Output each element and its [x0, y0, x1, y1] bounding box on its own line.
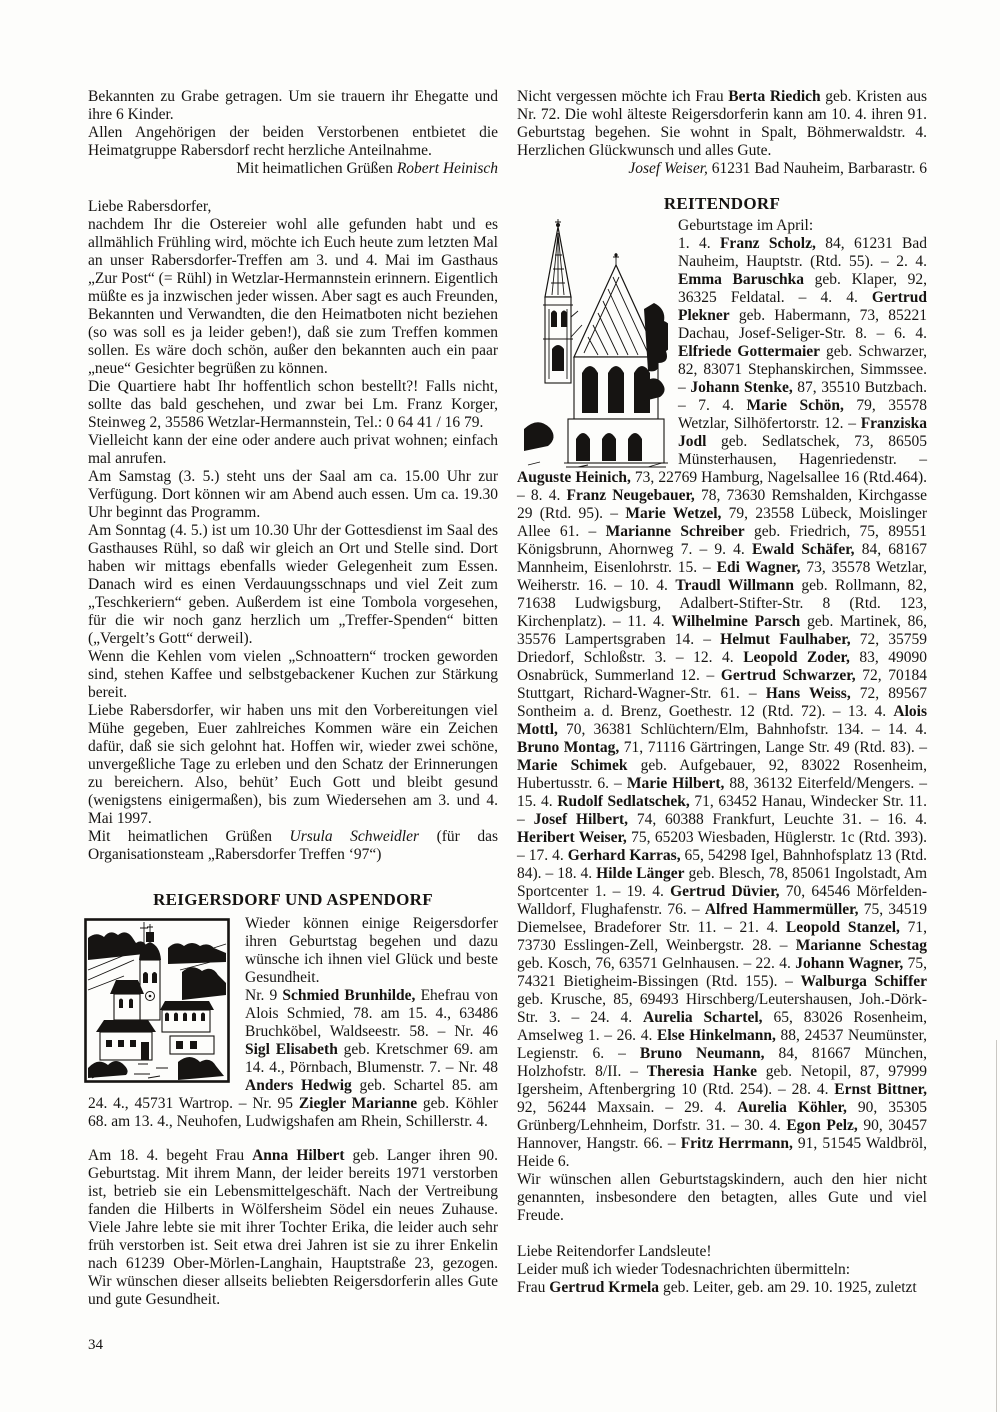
signature-robert-heinisch: Mit heimatlichen Grüßen Robert Heinisch	[236, 160, 498, 177]
paragraph-grave: Bekannten zu Grabe getragen. Um sie trauern ihr Ehegatte und ihre 6 Kinder.	[88, 88, 498, 123]
reitendorf-birthdays-label: Geburtstage im April:	[678, 217, 814, 234]
letter-rabersdorfer	[88, 198, 498, 864]
scan-edge-artifact	[996, 1040, 997, 1412]
reigersdorf-birthday-intro: Wieder können einige Reigersdorfer ihren Geburtstag begehen und dazu wünsche ich ihnen viel Glück und beste Gesundheit.	[245, 915, 498, 986]
heading-reigersdorf-aspendorf: REIGERSDORF UND ASPENDORF	[153, 890, 433, 909]
paragraph-berta-riedich: Nicht vergessen möchte ich Frau Berta Riedich geb. Kristen aus Nr. 72. Die wohl älteste Reigersdorferin kann am 10. 4. ihren 91. Geburtstag begehen. Sie wohnt in Spalt, Böhmerwaldstr. 4. Herzlichen Glückwunsch und alles Gute.	[517, 88, 927, 159]
left-column	[88, 88, 498, 1309]
letter-paragraph: Am Sonntag (4. 5.) ist um 10.30 Uhr der Gottesdienst im Saal des Gasthauses Rühl, so daß wir gleich an Ort und Stelle sind. Dort haben wir mittags ebenfalls wieder Gelegenheit zum Essen. Danach wird es einen Verdauungsschnaps und viel Zeit zum „Teschkeriern“ geben. Außerdem ist eine Tombola vorgesehen, für die wir noch ganz herzlich um „Treffer-Spenden“ bitten („Vergelt’s Gott“ derweil).	[88, 522, 498, 647]
reigersdorf-birthday-list: Nr. 9 Schmied Brunhilde, Ehefrau von Alois Schmied, 78. am 15. 4., 63486 Bruchköbel, Waldseestr. 58. – Nr. 46 Sigl Elisabeth geb. Kretschmer 69. am 14. 4., Pörnbach, Blumenstr. 7. – Nr. 48 Anders Hedwig geb. Schartel 85. am 24. 4., 45731 Wartrop. – Nr. 95 Ziegler Marianne geb. Köhler 68. am 13. 4., Neuhofen, Ludwigshafen am Rhein, Schillerstr. 4.	[88, 987, 499, 1130]
letter-paragraph: Wenn die Kehlen vom vielen „Schnoattern“ trocken geworden sind, stehen Kaffee und selbstgebackener Kuchen zur Stärkung bereit.	[88, 648, 498, 701]
letter-paragraph: nachdem Ihr die Ostereier wohl alle gefunden habt und es allmählich Frühling wird, möchte ich Euch heute zum letzten Mal an unser Rabersdorfer-Treffen am 3. und 4. Mai im Gasthaus „Zur Post“ (= Rühl) in Wetzlar-Hermannstein erinnern. Eigentlich müßte es ja inzwischen jeder wissen. Aber sagt es auch Freunden, Bekannten und Verwandten, die den Heimatboten nicht beziehen (so was soll es ja leider geben!), daß sie zum Treffen kommen sollen. Es wäre doch schön, außer den bekannten auch ein paar „neue“ Gesichter begrüßen zu können.	[88, 216, 498, 377]
letter-paragraph: Die Quartiere habt Ihr hoffentlich schon bestellt?! Falls nicht, sollte das bald geschehen, und zwar bei Lm. Franz Korger, Steinweg 2, 35586 Wetzlar-Hermannstein, Tel.: 0 64 41 / 16 79.	[88, 378, 498, 431]
paragraph-condolence: Allen Angehörigen der beiden Verstorbenen entbietet die Heimatgruppe Rabersdorf recht herzliche Anteilnahme.	[88, 124, 498, 159]
right-column	[517, 88, 927, 1297]
letter-signature-ursula-schweidler: Mit heimatlichen Grüßen Ursula Schweidler (für das Organisationsteam „Rabersdorfer Treffen ‘97“)	[88, 828, 499, 863]
letter-paragraph: Am Samstag (3. 5.) steht uns der Saal am ca. 15.00 Uhr zur Verfügung. Dort können wir am Abend auch essen. Um ca. 19.30 Uhr beginnt das Programm.	[88, 468, 498, 521]
letter-salutation: Liebe Rabersdorfer,	[88, 198, 212, 215]
village-illustration	[84, 918, 230, 1083]
signature-josef-weiser: Josef Weiser, 61231 Bad Nauheim, Barbarastr. 6	[628, 160, 927, 177]
heading-reitendorf: REITENDORF	[663, 194, 781, 213]
letter-paragraph: Vielleicht kann der eine oder andere auch privat wohnen; einfach mal anrufen.	[88, 432, 498, 467]
letter-paragraph: Liebe Rabersdorfer, wir haben uns mit den Vorbereitungen viel Mühe gegeben, Euer zahlreiches Kommen wäre ein Zeichen dafür, daß sie sich gelohnt hat. Hoffen wir, wieder zwei schöne, unvergeßliche Tage zu erleben und den Schatz der Erinnerungen zu bereichern. Also, behüt’ Euch Gott und bleibt gesund (wenigstens einigermaßen), bis zum Wiedersehen am 3. und 4. Mai 1997.	[88, 702, 498, 827]
reigersdorf-birthday-section	[88, 915, 498, 1131]
page-number: 34	[88, 1337, 103, 1353]
paragraph-gertrud-krmela: Frau Gertrud Krmela geb. Leiter, geb. am 29. 10. 1925, zuletzt	[517, 1279, 917, 1296]
church-illustration	[518, 217, 668, 469]
reitendorf-birthday-list: 1. 4. Franz Scholz, 84, 61231 Bad Nauheim, Hauptstr. (Rtd. 55). – 2. 4. Emma Baruschka geb. Klaper, 92, 36325 Feldatal. – 4. 4. Gertrud Plekner geb. Habermann, 73, 85221 Dachau, Josef-Seliger-Str. 8. – 6. 4. Elfriede Gottermaier geb. Schwarzer, 82, 83071 Stephanskirchen, Simmssee. – Johann Stenke, 87, 35510 Butzbach. – 7. 4. Marie Schön, 79, 35578 Wetzlar, Silhöfertorstr. 12. – Franziska Jodl geb. Sedlatschek, 73, 86505 Münsterhausen, Hagenriedenstr. – Auguste Heinich, 73, 22769 Hamburg, Nagelsallee 16 (Rtd.464). – 8. 4. Franz Neugebauer, 78, 73630 Remshalden, Kirchgasse 29 (Rtd. 95). – Marie Wetzel, 79, 23558 Lübeck, Moislinger Allee 61. – Marianne Schreiber geb. Friedrich, 75, 89551 Königsbrunn, Ahornweg 7. – 9. 4. Ewald Schäfer, 84, 68167 Mannheim, Eisenlohrstr. 15. – Edi Wagner, 73, 35578 Wetzlar, Weiherstr. 16. – 10. 4. Traudl Willmann geb. Rollmann, 82, 71638 Ludwigsburg, Adalbert-Stifter-Str. 8 (Rtd. 123, Kirchenplatz). – 11. 4. Wilhelmine Parsch geb. Martinek, 86, 35576 Lampertsgraben 14. – Helmut Faulhaber, 72, 35759 Driedorf, Schloßstr. 3. – 12. 4. Leopold Zoder, 83, 49090 Osnabrück, Summerland 12. – Gertrud Schwarzer, 72, 70184 Stuttgart, Richard-Wagner-Str. 61. – Hans Weiss, 72, 89567 Sontheim a. d. Brenz, Goethestr. 12 (Rtd. 72). – 13. 4. Alois Mottl, 70, 36381 Schlüchtern/Elm, Bahnhofstr. 134. – 14. 4. Bruno Montag, 71, 71116 Gärtringen, Lange Str. 49 (Rtd. 83). – Marie Schimek geb. Aufgebauer, 92, 83022 Rosenheim, Hubertusstr. 6. – Marie Hilbert, 88, 36132 Eiterfeld/Mengers. – 15. 4. Rudolf Sedlatschek, 71, 63452 Hanau, Windecker Str. 11. – Josef Hilbert, 74, 60388 Frankfurt, Leuchte 31. – 16. 4. Heribert Weiser, 75, 65203 Wiesbaden, Hüglerstr. 1c (Rtd. 393). – 17. 4. Gerhard Karras, 65, 54298 Igel, Bahnhofsplatz 13 (Rtd. 84). – 18. 4. Hilde Länger geb. Blesch, 78, 85061 Ingolstadt, Am Sportcenter 1. – 19. 4. Gertrud Düvier, 70, 64546 Mörfelden-Walldorf, Flughafenstr. 76. – Alfred Hammermüller, 75, 34519 Diemelsee, Bradeforer Str. 11. – 21. 4. Leopold Stanzel, 71, 73730 Esslingen-Zell, Weinbergstr. 28. – Marianne Schestag geb. Kosch, 76, 63571 Gelnhausen. – 22. 4. Johann Wagner, 75, 74321 Bietigheim-Bissingen (Rtd. 155). – Walburga Schiffer geb. Krusche, 85, 69493 Hirschberg/Leutershausen, Joh.-Dörk-Str. 3. – 24. 4. Aurelia Schartel, 65, 83026 Rosenheim, Amselweg 1. – 26. 4. Else Hinkelmann, 88, 24537 Neumünster, Legienstr. 6. – Bruno Neumann, 84, 81667 München, Holzhofstr. 8/II. – Theresia Hanke geb. Netopil, 87, 97999 Igersheim, Aftenbergring 10 (Rtd. 254). – 28. 4. Ernst Bittner, 92, 56244 Maxsain. – 29. 4. Aurelia Köhler, 90, 35305 Grünberg/Lehnheim, Dorfstr. 31. – 30. 4. Egon Pelz, 90, 30457 Hannover, Hangstr. 66. – Fritz Herrmann, 91, 51545 Waldbröl, Heide 6.	[517, 235, 928, 1170]
reitendorf-birthday-section	[517, 217, 927, 1225]
paragraph-birthday-wish: Wir wünschen allen Geburtstagskindern, auch den hier nicht genannten, insbesondere den betagten, alles Gute und viel Freude.	[517, 1171, 927, 1224]
paragraph-todesnachrichten: Leider muß ich wieder Todesnachrichten übermitteln:	[517, 1261, 851, 1278]
paragraph-landsleute: Liebe Reitendorfer Landsleute!	[517, 1243, 712, 1260]
paragraph-anna-hilbert: Am 18. 4. begeht Frau Anna Hilbert geb. Langer ihren 90. Geburtstag. Mit ihrem Mann, der leider bereits 1971 verstorben ist, betrieb sie ein Lebensmittelgeschäft. Nach der Vertreibung fanden die Hilberts in Wölfersheim Södel ein neues Zuhause. Viele Jahre lebte sie mit ihrer Tochter Erika, die leider auch sehr früh verstorben ist. Seit etwa drei Jahren ist sie zu ihrer Enkelin nach 61239 Ober-Mörlen-Langhain, Hauptstraße 23, gezogen. Wir wünschen dieser allseits beliebten Reigersdorferin alles Gute und gute Gesundheit.	[88, 1147, 498, 1308]
